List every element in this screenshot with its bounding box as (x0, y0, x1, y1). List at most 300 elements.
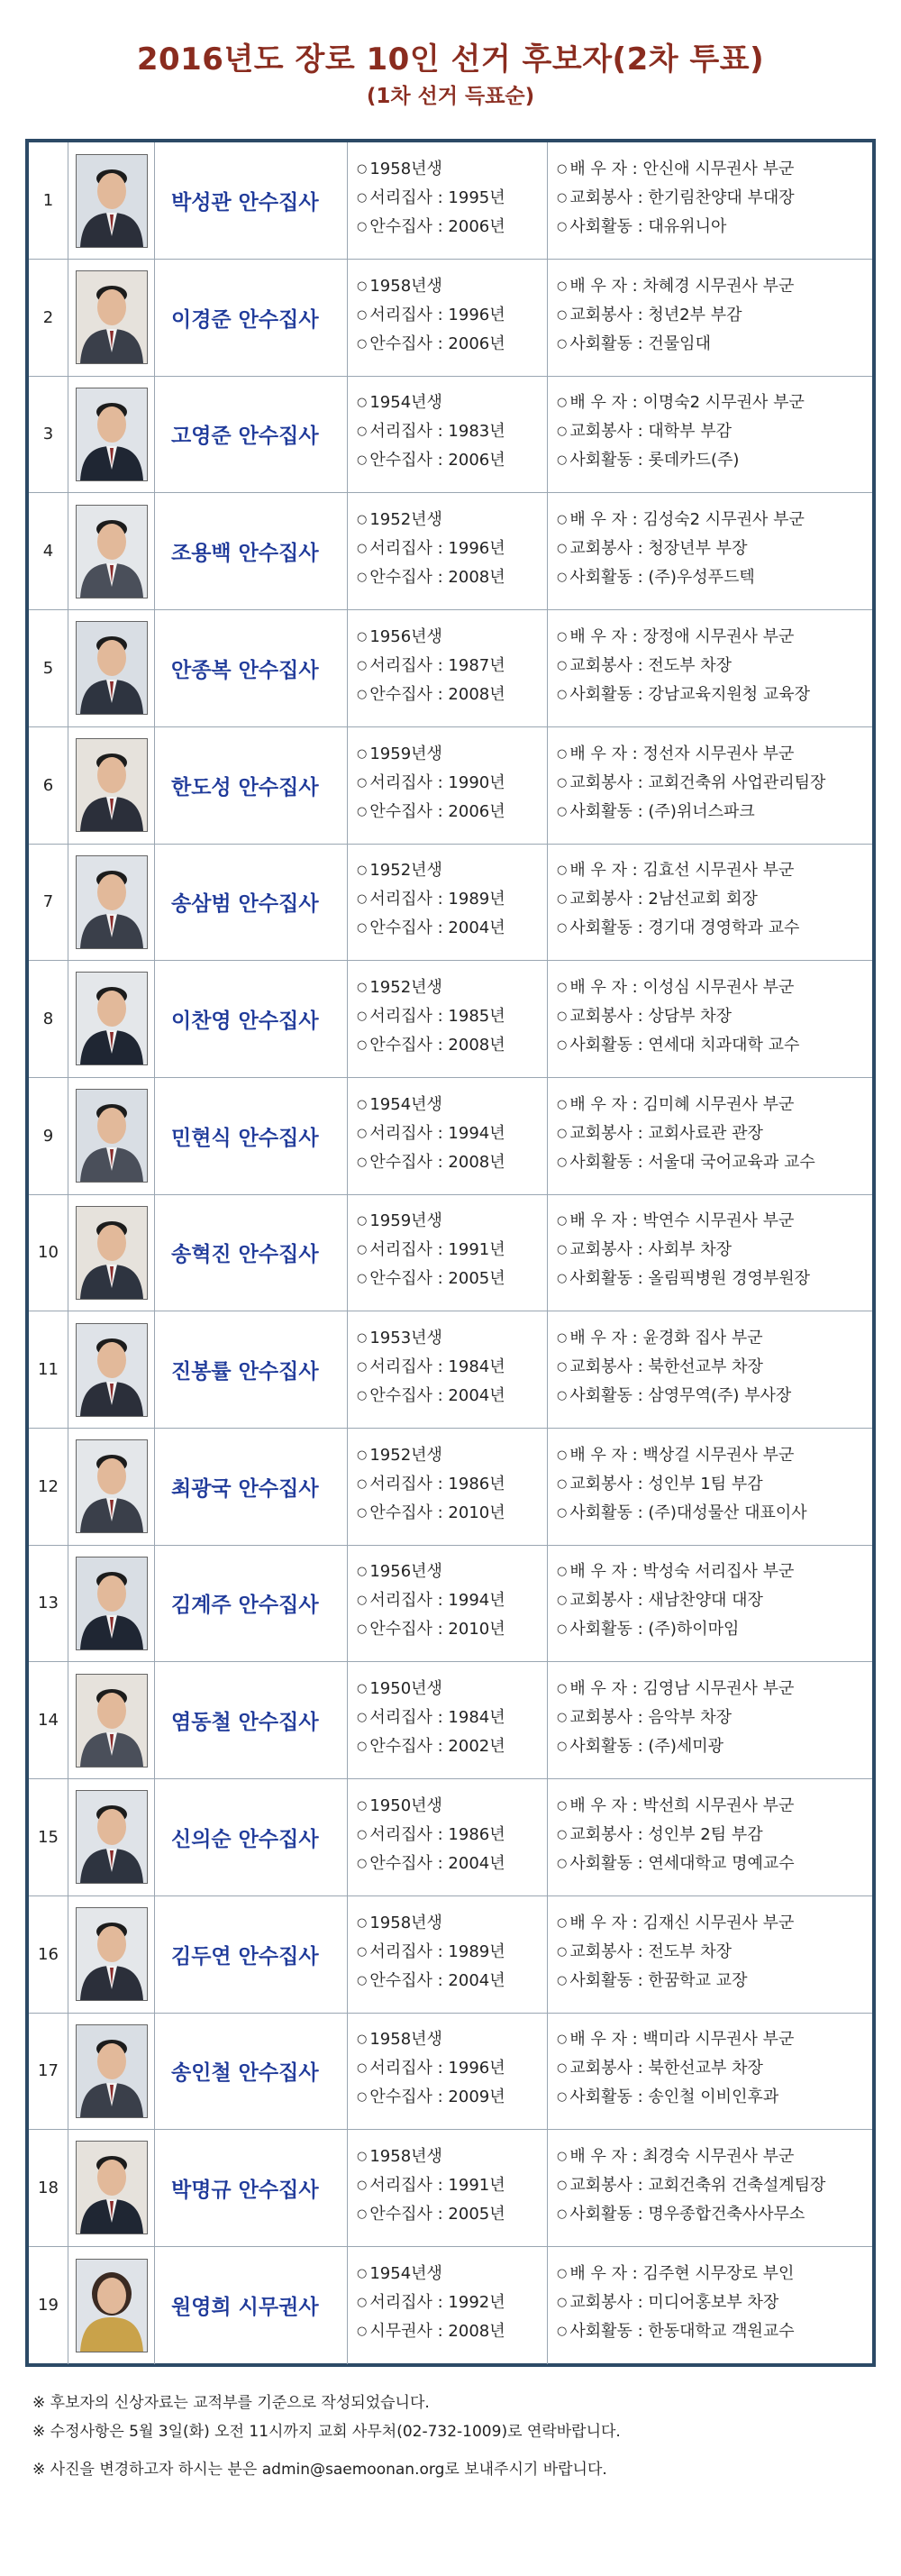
role1-year: 1986년 (448, 1824, 505, 1844)
note-corrections: ※ 수정사항은 5월 3일(화) 오전 11시까지 교회 사무처(02-732-1009)로 연락바랍니다. (32, 2423, 621, 2441)
role2-year: 2005년 (448, 2204, 505, 2224)
role2-year: 2008년 (448, 1035, 505, 1055)
birth-year: 1956년생 (369, 1562, 442, 1582)
role1-label: 서리집사 (369, 1824, 432, 1844)
role2-label: 안수집사 (369, 1152, 432, 1172)
social-value: 강남교육지원청 교육장 (648, 684, 811, 704)
candidate-photo (76, 270, 148, 364)
career-info (348, 1311, 548, 1428)
role2-line (357, 563, 547, 592)
photo-cell (68, 493, 155, 609)
table-row (29, 1429, 872, 1546)
separator: : (432, 2321, 449, 2341)
role2-label: 안수집사 (369, 1035, 432, 1055)
photo-cell (68, 376, 155, 492)
photo-cell (68, 844, 155, 960)
bullet-icon: ○ (357, 1272, 368, 1286)
role1-line (357, 2171, 547, 2200)
role2-label: 안수집사 (369, 451, 432, 470)
separator: : (432, 1591, 449, 1611)
bullet-icon: ○ (357, 396, 368, 410)
role1-year: 1989년 (448, 1941, 505, 1961)
bullet-icon: ○ (357, 1037, 368, 1052)
birth-line (357, 2142, 547, 2171)
separator: : (432, 1269, 449, 1289)
church-label: 교회봉사 : (569, 422, 649, 442)
role2-label: 안수집사 (369, 1503, 432, 1522)
role1-line (357, 1236, 547, 1265)
spouse-label: 배 우 자 : (569, 160, 643, 178)
role2-year: 2008년 (448, 2321, 505, 2341)
bullet-icon: ○ (357, 1097, 368, 1111)
spouse-value: 박선희 시무권사 부군 (642, 1795, 795, 1815)
role1-label: 서리집사 (369, 1941, 432, 1961)
personal-info (548, 1779, 872, 1895)
church-value: 전도부 차장 (648, 1941, 733, 1961)
bullet-icon: ○ (557, 1243, 568, 1257)
separator: : (432, 333, 449, 353)
bullet-icon: ○ (557, 1155, 568, 1169)
bullet-icon: ○ (357, 921, 368, 936)
social-value: 서울대 국어교육과 교수 (648, 1152, 815, 1172)
role2-year: 2008년 (448, 1152, 505, 1172)
role1-year: 1995년 (448, 188, 505, 207)
role2-line (357, 1732, 547, 1761)
role2-year: 2008년 (448, 684, 505, 704)
role1-line (357, 417, 547, 446)
bullet-icon: ○ (557, 307, 568, 322)
bullet-icon: ○ (357, 1711, 368, 1725)
spouse-value: 백상걸 시무권사 부군 (642, 1445, 795, 1465)
spouse-line (557, 2142, 872, 2171)
church-line (557, 2288, 872, 2317)
role2-year: 2008년 (448, 568, 505, 588)
social-line (557, 1499, 872, 1528)
role1-label: 서리집사 (369, 1240, 432, 1260)
notes (32, 2389, 879, 2484)
social-label: 사회활동 : (569, 1386, 649, 1405)
spouse-line (557, 856, 872, 885)
bullet-icon: ○ (357, 1622, 368, 1637)
social-label: 사회활동 : (569, 1970, 649, 1990)
bullet-icon: ○ (557, 687, 568, 701)
role2-year: 2004년 (448, 1970, 505, 1990)
bullet-icon: ○ (557, 1214, 568, 1229)
church-value: 북한선교부 차장 (648, 2059, 763, 2078)
role2-year: 2004년 (448, 1386, 505, 1405)
role2-label: 안수집사 (369, 568, 432, 588)
spouse-label: 배 우 자 : (569, 276, 643, 296)
bullet-icon: ○ (357, 220, 368, 233)
role2-line (357, 2200, 547, 2229)
role1-line (357, 2054, 547, 2083)
bullet-icon: ○ (357, 2090, 368, 2105)
bullet-icon: ○ (557, 863, 568, 878)
spouse-value: 김효선 시무권사 부군 (642, 861, 795, 881)
bullet-icon: ○ (557, 191, 568, 205)
candidate-number: 18 (29, 2130, 68, 2246)
church-value: 교회건축위 건축설계팀장 (648, 2175, 826, 2195)
candidate-name: 신의순 안수집사 (155, 1779, 348, 1895)
bullet-icon: ○ (557, 162, 568, 176)
role2-line (357, 1499, 547, 1528)
spouse-value: 윤경화 집사 부군 (642, 1329, 763, 1347)
church-label: 교회봉사 : (569, 2175, 649, 2195)
candidate-photo (76, 1439, 148, 1533)
table-row (29, 142, 872, 260)
social-value: 명우종합건축사사무소 (648, 2204, 805, 2224)
role2-line (357, 1031, 547, 1060)
bullet-icon: ○ (557, 1331, 568, 1345)
role1-label: 서리집사 (369, 1357, 432, 1376)
church-value: 미디어홍보부 차장 (648, 2292, 779, 2312)
church-line (557, 2171, 872, 2200)
role2-line (357, 914, 547, 943)
role2-line (357, 2083, 547, 2112)
bullet-icon: ○ (357, 1944, 368, 1959)
social-label: 사회활동 : (569, 2087, 649, 2107)
bullet-icon: ○ (557, 1973, 568, 1987)
personal-info (548, 2130, 872, 2246)
church-value: 사회부 차장 (648, 1240, 733, 1260)
bullet-icon: ○ (557, 658, 568, 672)
bullet-icon: ○ (557, 1711, 568, 1725)
table-row (29, 961, 872, 1078)
candidate-photo (76, 2141, 148, 2234)
role1-year: 1996년 (448, 539, 505, 559)
social-value: 한동대학교 객원교수 (648, 2321, 795, 2341)
career-info (348, 1194, 548, 1311)
social-line (557, 1967, 872, 1996)
personal-info (548, 1545, 872, 1661)
role1-label: 서리집사 (369, 422, 432, 442)
bullet-icon: ○ (357, 2032, 368, 2047)
separator: : (432, 684, 449, 704)
bullet-icon: ○ (357, 2149, 368, 2163)
spouse-label: 배 우 자 : (569, 1562, 643, 1582)
spouse-label: 배 우 자 : (569, 1329, 643, 1347)
role1-label: 서리집사 (369, 890, 432, 909)
role1-label: 서리집사 (369, 1006, 432, 1026)
separator: : (432, 1824, 449, 1844)
church-line (557, 1002, 872, 1031)
social-line (557, 213, 872, 242)
bullet-icon: ○ (357, 746, 368, 761)
page-title: 2016년도 장로 10인 선거 후보자(2차 투표) (136, 41, 765, 78)
bullet-icon: ○ (557, 513, 568, 527)
candidate-name: 최광국 안수집사 (155, 1429, 348, 1545)
separator: : (432, 1357, 449, 1376)
role1-label: 서리집사 (369, 655, 432, 675)
church-label: 교회봉사 : (569, 655, 649, 675)
birth-year: 1952년생 (369, 510, 442, 530)
church-value: 대학부 부감 (648, 422, 733, 442)
role2-label: 안수집사 (369, 684, 432, 704)
social-value: 대유위니아 (648, 217, 727, 236)
candidate-name: 염동철 안수집사 (155, 1662, 348, 1778)
spouse-line (557, 1324, 872, 1353)
bullet-icon: ○ (557, 2061, 568, 2076)
separator: : (432, 2087, 449, 2107)
social-line (557, 446, 872, 475)
candidate-photo (76, 154, 148, 248)
career-info (348, 376, 548, 492)
bullet-icon: ○ (357, 453, 368, 468)
role1-year: 1990년 (448, 772, 505, 792)
candidate-number: 14 (29, 1662, 68, 1778)
church-line (557, 2054, 872, 2083)
church-label: 교회봉사 : (569, 772, 649, 792)
separator: : (432, 1152, 449, 1172)
church-line (557, 1236, 872, 1265)
church-label: 교회봉사 : (569, 1006, 649, 1026)
bullet-icon: ○ (357, 1915, 368, 1930)
candidate-number: 2 (29, 260, 68, 376)
role1-year: 1991년 (448, 1240, 505, 1260)
spouse-value: 박연수 시무권사 부군 (642, 1211, 795, 1231)
separator: : (432, 1941, 449, 1961)
social-line (557, 1031, 872, 1060)
church-line (557, 1353, 872, 1382)
spouse-label: 배 우 자 : (569, 861, 643, 881)
photo-cell (68, 2130, 155, 2246)
separator: : (432, 2059, 449, 2078)
bullet-icon: ○ (357, 1214, 368, 1229)
spouse-line (557, 1675, 872, 1704)
birth-line (357, 973, 547, 1002)
separator: : (432, 801, 449, 821)
separator: : (432, 1474, 449, 1494)
separator: : (432, 451, 449, 470)
bullet-icon: ○ (557, 1944, 568, 1959)
church-line (557, 534, 872, 563)
bullet-icon: ○ (557, 1126, 568, 1140)
spouse-label: 배 우 자 : (569, 510, 643, 530)
church-label: 교회봉사 : (569, 1123, 649, 1143)
candidate-number: 4 (29, 493, 68, 609)
church-value: 음악부 차장 (648, 1708, 733, 1728)
career-info (348, 1779, 548, 1895)
birth-year: 1954년생 (369, 2263, 442, 2283)
candidate-photo (76, 1089, 148, 1183)
role1-line (357, 1704, 547, 1732)
role1-line (357, 1586, 547, 1615)
personal-info (548, 493, 872, 609)
candidate-name: 고영준 안수집사 (155, 376, 348, 492)
candidate-photo (76, 1907, 148, 2001)
bullet-icon: ○ (557, 2266, 568, 2280)
candidate-name: 원영희 시무권사 (155, 2247, 348, 2364)
bullet-icon: ○ (357, 1126, 368, 1140)
separator: : (432, 1035, 449, 1055)
church-line (557, 652, 872, 681)
photo-cell (68, 260, 155, 376)
birth-year: 1952년생 (369, 977, 442, 997)
church-value: 청장년부 부장 (648, 539, 748, 559)
role2-label: 안수집사 (369, 2087, 432, 2107)
bullet-icon: ○ (557, 2032, 568, 2047)
bullet-icon: ○ (357, 1448, 368, 1462)
role1-line (357, 2288, 547, 2317)
church-value: 한기림찬양대 부대장 (648, 188, 795, 207)
separator: : (432, 217, 449, 236)
church-label: 교회봉사 : (569, 305, 649, 324)
role2-year: 2010년 (448, 1620, 505, 1640)
social-label: 사회활동 : (569, 684, 649, 704)
candidate-name: 이찬영 안수집사 (155, 961, 348, 1077)
social-value: 올림픽병원 경영부원장 (648, 1269, 811, 1289)
social-label: 사회활동 : (569, 1035, 649, 1055)
career-info (348, 1078, 548, 1194)
bullet-icon: ○ (557, 336, 568, 351)
candidate-photo (76, 2024, 148, 2118)
bullet-icon: ○ (357, 775, 368, 790)
church-label: 교회봉사 : (569, 2059, 649, 2078)
spouse-line (557, 1207, 872, 1236)
bullet-icon: ○ (557, 453, 568, 468)
role2-label: 안수집사 (369, 333, 432, 353)
birth-year: 1958년생 (369, 160, 442, 178)
separator: : (432, 539, 449, 559)
separator: : (432, 2175, 449, 2195)
bullet-icon: ○ (557, 1448, 568, 1462)
role2-line (357, 1265, 547, 1293)
social-line (557, 914, 872, 943)
role2-label: 안수집사 (369, 1853, 432, 1873)
birth-line (357, 1091, 547, 1119)
birth-line (357, 1557, 547, 1586)
role2-line (357, 798, 547, 827)
bullet-icon: ○ (557, 1682, 568, 1696)
separator: : (432, 422, 449, 442)
bullet-icon: ○ (357, 1798, 368, 1813)
birth-line (357, 506, 547, 534)
birth-year: 1958년생 (369, 1913, 442, 1932)
role2-line (357, 1148, 547, 1177)
social-line (557, 1732, 872, 1761)
role2-line (357, 2317, 547, 2346)
birth-line (357, 388, 547, 417)
church-label: 교회봉사 : (569, 539, 649, 559)
table-row (29, 1194, 872, 1311)
bullet-icon: ○ (357, 2061, 368, 2076)
role1-year: 1986년 (448, 1474, 505, 1494)
bullet-icon: ○ (557, 1476, 568, 1491)
photo-cell (68, 961, 155, 1077)
role2-year: 2004년 (448, 918, 505, 938)
birth-year: 1953년생 (369, 1329, 442, 1347)
bullet-icon: ○ (357, 1155, 368, 1169)
candidate-name: 송혁진 안수집사 (155, 1194, 348, 1311)
bullet-icon: ○ (557, 2178, 568, 2192)
bullet-icon: ○ (557, 2206, 568, 2221)
social-value: 건물임대 (648, 333, 711, 353)
role2-year: 2010년 (448, 1503, 505, 1522)
spouse-line (557, 2025, 872, 2054)
candidate-photo (76, 972, 148, 1065)
birth-line (357, 2260, 547, 2288)
bullet-icon: ○ (557, 425, 568, 439)
role2-year: 2006년 (448, 801, 505, 821)
candidate-number: 3 (29, 376, 68, 492)
bullet-icon: ○ (557, 1798, 568, 1813)
birth-year: 1950년생 (369, 1679, 442, 1699)
spouse-line (557, 623, 872, 652)
spouse-line (557, 2260, 872, 2288)
career-info (348, 1896, 548, 2013)
separator: : (432, 1123, 449, 1143)
table-row (29, 2247, 872, 2364)
role2-line (357, 446, 547, 475)
bullet-icon: ○ (557, 2324, 568, 2338)
separator: : (432, 1006, 449, 1026)
photo-cell (68, 1779, 155, 1895)
role2-year: 2009년 (448, 2087, 505, 2107)
role1-year: 1987년 (448, 655, 505, 675)
candidate-number: 19 (29, 2247, 68, 2364)
birth-line (357, 623, 547, 652)
social-line (557, 1382, 872, 1411)
candidate-photo (76, 1206, 148, 1300)
bullet-icon: ○ (557, 892, 568, 907)
role1-year: 1984년 (448, 1357, 505, 1376)
spouse-value: 최경숙 시무권사 부군 (642, 2146, 795, 2166)
church-label: 교회봉사 : (569, 1474, 649, 1494)
role2-line (357, 1615, 547, 1644)
career-info (348, 1429, 548, 1545)
social-value: 한꿈학교 교장 (648, 1970, 748, 1990)
church-value: 2남선교회 회장 (648, 890, 758, 909)
separator: : (432, 1386, 449, 1405)
career-info (348, 2130, 548, 2246)
church-line (557, 417, 872, 446)
role2-label: 안수집사 (369, 2204, 432, 2224)
social-line (557, 563, 872, 592)
social-label: 사회활동 : (569, 1737, 649, 1757)
candidate-number: 17 (29, 2013, 68, 2129)
birth-line (357, 272, 547, 301)
candidate-name: 송인철 안수집사 (155, 2013, 348, 2129)
church-label: 교회봉사 : (569, 1824, 649, 1844)
social-value: 삼영무역(주) 부사장 (648, 1386, 792, 1405)
bullet-icon: ○ (557, 1272, 568, 1286)
spouse-line (557, 1909, 872, 1938)
social-line (557, 2317, 872, 2346)
role1-year: 1989년 (448, 890, 505, 909)
church-label: 교회봉사 : (569, 2292, 649, 2312)
spouse-value: 백미라 시무권사 부군 (642, 2030, 795, 2050)
spouse-value: 차혜경 시무권사 부군 (642, 276, 795, 296)
bullet-icon: ○ (357, 1973, 368, 1987)
bullet-icon: ○ (357, 863, 368, 878)
candidate-name: 송삼범 안수집사 (155, 844, 348, 960)
photo-cell (68, 2247, 155, 2364)
social-value: (주)대성물산 대표이사 (648, 1503, 807, 1522)
social-label: 사회활동 : (569, 1503, 649, 1522)
table-row (29, 2013, 872, 2130)
bullet-icon: ○ (357, 2178, 368, 2192)
role1-label: 서리집사 (369, 539, 432, 559)
social-label: 사회활동 : (569, 2321, 649, 2341)
candidate-name: 민현식 안수집사 (155, 1078, 348, 1194)
church-label: 교회봉사 : (569, 1941, 649, 1961)
career-info (348, 2247, 548, 2364)
bullet-icon: ○ (357, 542, 368, 556)
social-line (557, 1265, 872, 1293)
church-line (557, 1470, 872, 1499)
church-value: 북한선교부 차장 (648, 1357, 763, 1376)
career-info (348, 1545, 548, 1661)
